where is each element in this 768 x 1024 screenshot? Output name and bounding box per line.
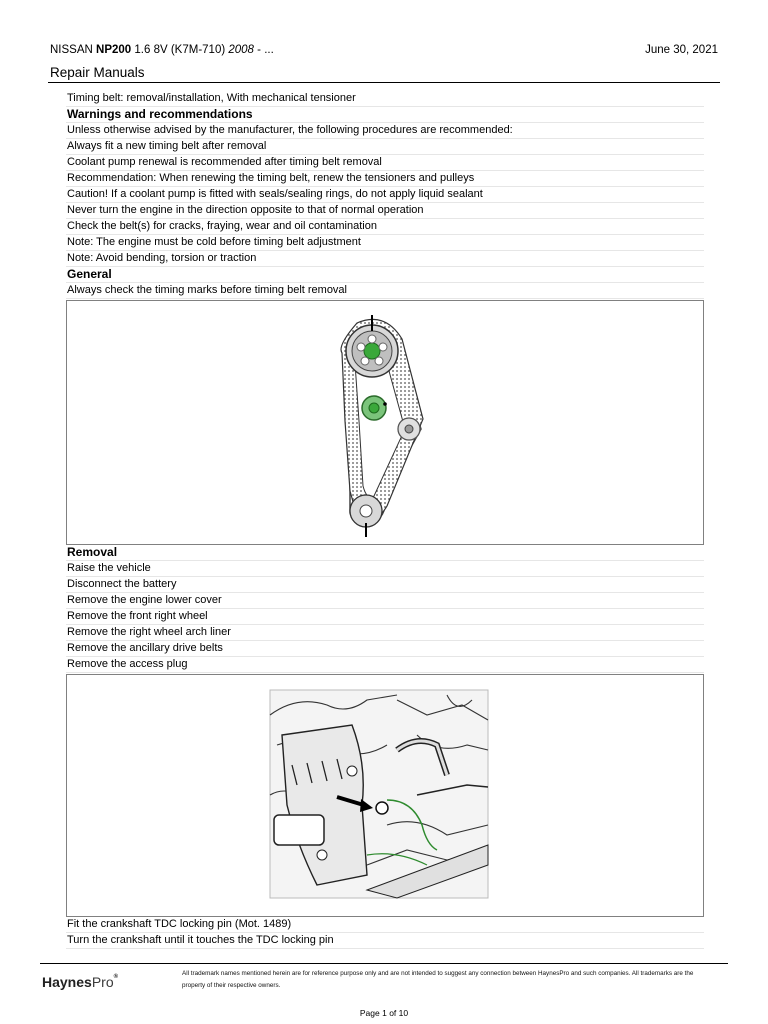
list-item: Fit the crankshaft TDC locking pin (Mot. 1489) (66, 917, 704, 933)
document-date: June 30, 2021 (645, 44, 718, 56)
header-divider (48, 82, 720, 83)
logo-pro-text: Pro (91, 974, 114, 990)
list-item: Remove the ancillary drive belts (66, 641, 704, 657)
list-item: Note: Avoid bending, torsion or traction (66, 251, 704, 267)
removal-heading: Removal (66, 545, 704, 561)
crankshaft-gear (350, 495, 382, 537)
access-plug-figure (66, 674, 704, 917)
list-item: Disconnect the battery (66, 577, 704, 593)
trademark-disclaimer: All trademark names mentioned herein are for reference purpose only and are not intended to suggest any connection between HaynesPro and such companies. All trademarks are the property of their respective owners. (182, 970, 694, 989)
belt-tensioner (362, 396, 387, 420)
footer-divider (40, 963, 728, 964)
list-item: Always check the timing marks before timing belt removal (66, 283, 704, 299)
vehicle-header (50, 44, 274, 56)
vehicle-engine: 1.6 8V (K7M-710) (134, 44, 226, 56)
list-item: Recommendation: When renewing the timing belt, renew the tensioners and pulleys (66, 171, 704, 187)
page-number: Page 1 of 10 (359, 1008, 409, 1018)
list-item: Never turn the engine in the direction opposite to that of normal operation (66, 203, 704, 219)
procedure-content (66, 91, 704, 949)
timing-belt-diagram-icon (67, 301, 705, 544)
logo-main-text: Haynes (42, 974, 92, 990)
list-item: Turn the crankshaft until it touches the TDC locking pin (66, 933, 704, 949)
vehicle-make: NISSAN (50, 44, 93, 56)
procedure-title: Timing belt: removal/installation, With mechanical tensioner (66, 91, 704, 107)
vehicle-year: 2008 (228, 44, 254, 56)
logo-registered-mark: ® (113, 974, 119, 980)
list-item: Always fit a new timing belt after removal (66, 139, 704, 155)
list-item: Remove the access plug (66, 657, 704, 673)
section-title: Repair Manuals (50, 65, 145, 80)
haynespro-logo (42, 974, 118, 990)
list-item: Unless otherwise advised by the manufacturer, the following procedures are recommended: (66, 123, 704, 139)
camshaft-gear (346, 315, 398, 377)
vehicle-model: NP200 (96, 44, 132, 56)
list-item: Remove the front right wheel (66, 609, 704, 625)
list-item: Remove the engine lower cover (66, 593, 704, 609)
list-item: Remove the right wheel arch liner (66, 625, 704, 641)
list-item: Check the belt(s) for cracks, fraying, wear and oil contamination (66, 219, 704, 235)
idler-pulley (398, 418, 420, 440)
engine-access-plug-photo-icon (67, 675, 705, 916)
vehicle-year-suffix: - ... (257, 44, 274, 56)
list-item: Coolant pump renewal is recommended after timing belt removal (66, 155, 704, 171)
general-heading: General (66, 267, 704, 283)
list-item: Caution! If a coolant pump is fitted with seals/sealing rings, do not apply liquid sealant (66, 187, 704, 203)
list-item: Note: The engine must be cold before timing belt adjustment (66, 235, 704, 251)
timing-belt-figure (66, 300, 704, 545)
warnings-heading: Warnings and recommendations (66, 107, 704, 123)
list-item: Raise the vehicle (66, 561, 704, 577)
